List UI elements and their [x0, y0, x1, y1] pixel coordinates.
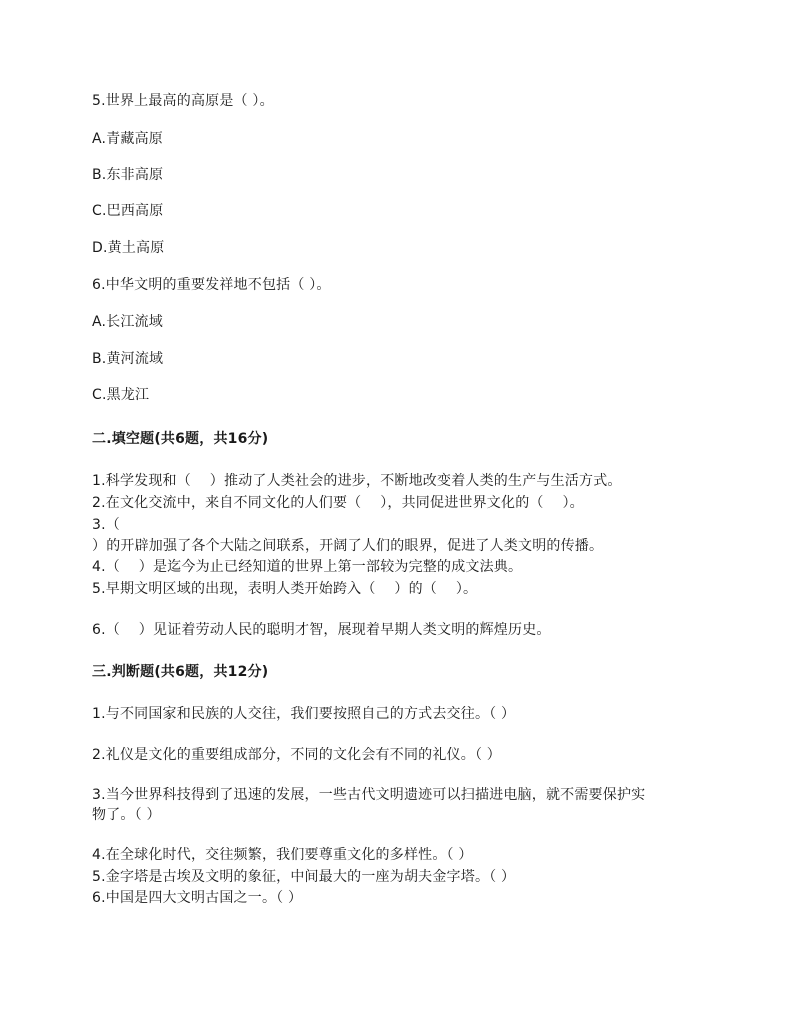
- fill-in-section-heading: 二.填空题(共6题，共16分): [92, 431, 269, 447]
- question-6-option-c: C.黑龙江: [92, 387, 150, 403]
- question-5-option-c: C.巴西高原: [92, 203, 164, 219]
- fill-in-question-5: 5.早期文明区域的出现，表明人类开始跨入（ ）的（ ）。: [92, 581, 478, 597]
- question-5-option-a: A.青藏高原: [92, 131, 163, 147]
- true-false-question-3-start: 3.当今世界科技得到了迅速的发展，一些古代文明遗迹可以扫描进电脑，就不需要保护实: [92, 787, 646, 803]
- question-5-option-b: B.东非高原: [92, 167, 164, 183]
- true-false-question-3-end: 物了。（ ）: [92, 807, 161, 823]
- question-6-option-b: B.黄河流域: [92, 351, 164, 367]
- fill-in-question-1: 1.科学发现和（ ）推动了人类社会的进步，不断地改变着人类的生产与生活方式。: [92, 473, 622, 489]
- fill-in-question-6: 6.（ ）见证着劳动人民的聪明才智，展现着早期人类文明的辉煌历史。: [92, 622, 551, 638]
- fill-in-question-3-start: 3.（: [92, 517, 120, 533]
- question-5-stem: 5.世界上最高的高原是（ ）。: [92, 93, 274, 109]
- question-6-option-a: A.长江流域: [92, 314, 163, 330]
- true-false-question-6: 6.中国是四大文明古国之一。（ ）: [92, 890, 303, 906]
- true-false-question-2: 2.礼仪是文化的重要组成部分，不同的文化会有不同的礼仪。（ ）: [92, 747, 502, 763]
- question-5-option-d: D.黄土高原: [92, 240, 165, 256]
- fill-in-question-4: 4.（ ）是迄今为止已经知道的世界上第一部较为完整的成文法典。: [92, 559, 523, 575]
- true-false-section-heading: 三.判断题(共6题，共12分): [92, 664, 269, 680]
- true-false-question-5: 5.金字塔是古埃及文明的象征，中间最大的一座为胡夫金字塔。（ ）: [92, 869, 516, 885]
- true-false-question-4: 4.在全球化时代，交往频繁，我们要尊重文化的多样性。（ ）: [92, 847, 473, 863]
- fill-in-question-2: 2.在文化交流中，来自不同文化的人们要（ ），共同促进世界文化的（ ）。: [92, 495, 584, 511]
- question-6-stem: 6.中华文明的重要发祥地不包括（ ）。: [92, 277, 331, 293]
- fill-in-question-3-end: ）的开辟加强了各个大陆之间联系，开阔了人们的眼界，促进了人类文明的传播。: [92, 538, 604, 554]
- true-false-question-1: 1.与不同国家和民族的人交往，我们要按照自己的方式去交往。（ ）: [92, 706, 516, 722]
